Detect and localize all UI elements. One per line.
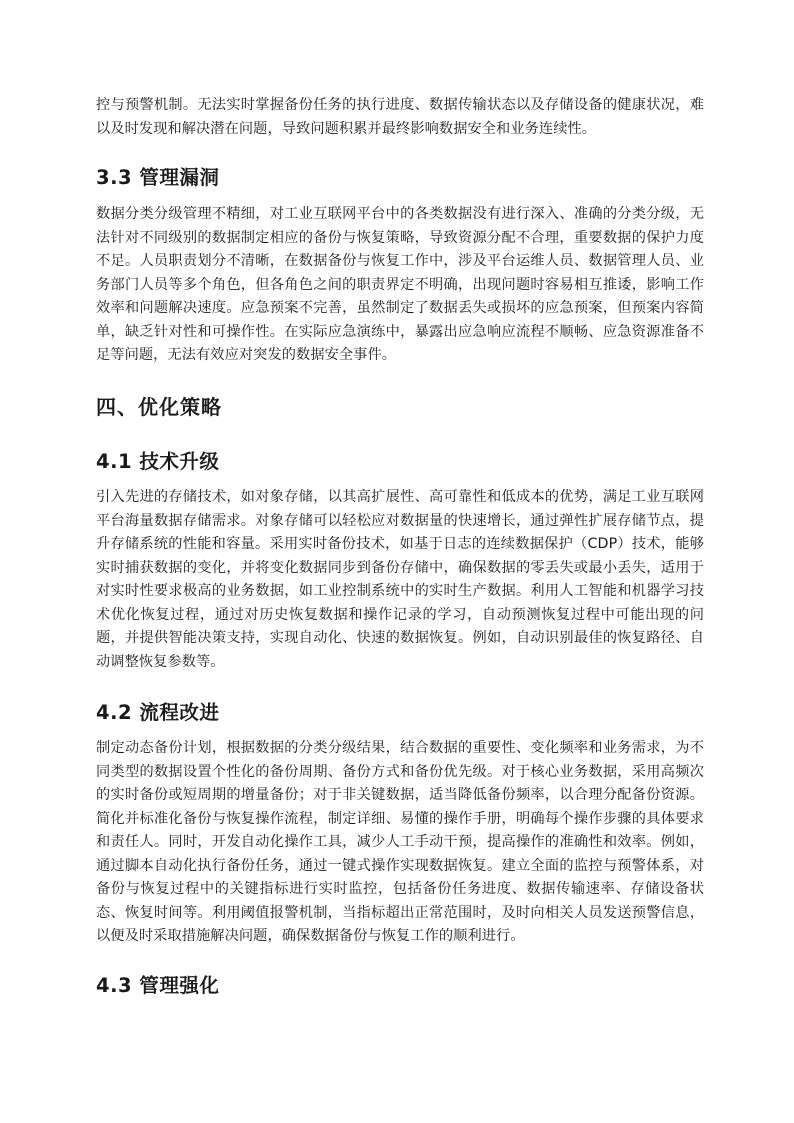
paragraph-4-1: 引入先进的存储技术，如对象存储，以其高扩展性、高可靠性和低成本的优势，满足工业互联网平台海量数据存储需求。对象存储可以轻松应对数据量的快速增长，通过弹性扩展存储节点，提升存储系统的性能和容量。采用实时备份技术，如基于日志的连续数据保护（CDP）技术，能够实时捕获数据的变化，并将变化数据同步到备份存储中，确保数据的零丢失或最小丢失，适用于对实时性要求极高的业务数据，如工业控制系统中的实时生产数据。利用人工智能和机器学习技术优化恢复过程，通过对历史恢复数据和操作记录的学习，自动预测恢复过程中可能出现的问题，并提供智能决策支持，实现自动化、快速的数据恢复。例如，自动识别最佳的恢复路径、自动调整恢复参数等。 bbox=[96, 489, 704, 670]
paragraph-intro: 控与预警机制。无法实时掌握备份任务的执行进度、数据传输状态以及存储设备的健康状况，难以及时发现和解决潜在问题，导致问题积累并最终影响数据安全和业务连续性。 bbox=[96, 97, 704, 137]
heading-4-2: 4.2 流程改进 bbox=[96, 701, 220, 724]
paragraph-4-2: 制定动态备份计划，根据数据的分类分级结果，结合数据的重要性、变化频率和业务需求，为不同类型的数据设置个性化的备份周期、备份方式和备份优先级。对于核心业务数据，采用高频次的实时备份或短周期的增量备份；对于非关键数据，适当降低备份频率，以合理分配备份资源。简化并标准化备份与恢复操作流程，制定详细、易懂的操作手册，明确每个操作步骤的具体要求和责任人。同时，开发自动化操作工具，减少人工手动干预，提高操作的准确性和效率。例如，通过脚本自动化执行备份任务，通过一键式操作实现数据恢复。建立全面的监控与预警体系，对备份与恢复过程中的关键指标进行实时监控，包括备份任务进度、数据传输速率、存储设备状态、恢复时间等。利用阈值报警机制，当指标超出正常范围时，及时向相关人员发送预警信息，以便及时采取措施解决问题，确保数据备份与恢复工作的顺利进行。 bbox=[96, 740, 704, 944]
heading-3-3: 3.3 管理漏洞 bbox=[96, 166, 220, 189]
paragraph-3-3: 数据分类分级管理不精细，对工业互联网平台中的各类数据没有进行深入、准确的分类分级，无法针对不同级别的数据制定相应的备份与恢复策略，导致资源分配不合理，重要数据的保护力度不足。人员职责划分不清晰，在数据备份与恢复工作中，涉及平台运维人员、数据管理人员、业务部门人员等多个角色，但各角色之间的职责界定不明确，出现问题时容易相互推诿，影响工作效率和问题解决速度。应急预案不完善，虽然制定了数据丢失或损坏的应急预案，但预案内容简单，缺乏针对性和可操作性。在实际应急演练中，暴露出应急响应流程不顺畅、应急资源准备不足等问题，无法有效应对突发的数据安全事件。 bbox=[96, 206, 704, 363]
heading-4-3: 4.3 管理强化 bbox=[96, 974, 220, 997]
heading-4-1: 4.1 技术升级 bbox=[96, 450, 220, 473]
heading-4: 四、优化策略 bbox=[96, 395, 222, 419]
